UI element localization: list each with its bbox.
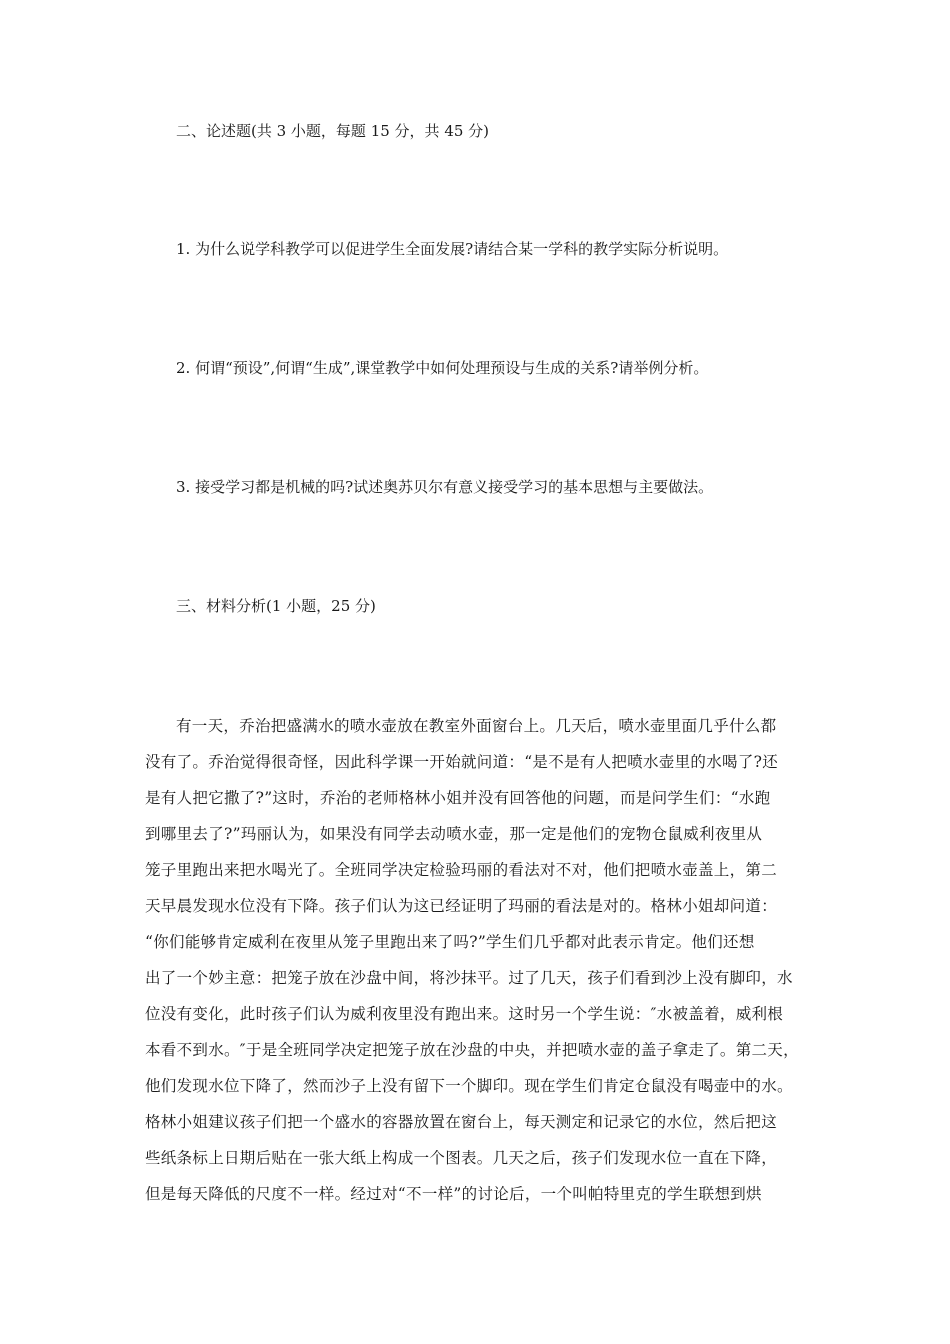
paragraph-line: “你们能够肯定威利在夜里从笼子里跑出来了吗?”学生们几乎都对此表示肯定。他们还想 [145, 933, 755, 951]
section-3-heading: 三、材料分析(1 小题，25 分) [176, 597, 376, 615]
question-3: 3. 接受学习都是机械的吗?试述奥苏贝尔有意义接受学习的基本思想与主要做法。 [176, 478, 714, 496]
paragraph-line: 是有人把它撒了?”这时，乔治的老师格林小姐并没有回答他的问题，而是问学生们：“水跑 [145, 789, 771, 807]
question-2: 2. 何谓“预设”,何谓“生成”,课堂教学中如何处理预设与生成的关系?请举例分析。 [176, 359, 709, 377]
paragraph-line: 本看不到水。″于是全班同学决定把笼子放在沙盘的中央，并把喷水壶的盖子拿走了。第二天， [145, 1041, 799, 1059]
paragraph-line: 到哪里去了?”玛丽认为，如果没有同学去动喷水壶，那一定是他们的宠物仓鼠威利夜里从 [145, 825, 763, 843]
material-paragraph [145, 708, 827, 1212]
paragraph-line: 但是每天降低的尺度不一样。经过对“不一样”的讨论后，一个叫帕特里克的学生联想到烘 [145, 1185, 762, 1203]
paragraph-line: 位没有变化，此时孩子们认为威利夜里没有跑出来。这时另一个学生说：″水被盖着，威利根 [145, 1005, 784, 1023]
paragraph-line: 笼子里跑出来把水喝光了。全班同学决定检验玛丽的看法对不对，他们把喷水壶盖上，第二 [145, 861, 778, 879]
paragraph-line: 没有了。乔治觉得很奇怪，因此科学课一开始就问道：“是不是有人把喷水壶里的水喝了?还 [145, 753, 779, 771]
paragraph-line: 他们发现水位下降了，然而沙子上没有留下一个脚印。现在学生们肯定仓鼠没有喝壶中的水。 [145, 1077, 793, 1095]
paragraph-line: 格林小姐建议孩子们把一个盛水的容器放置在窗台上，每天测定和记录它的水位，然后把这 [145, 1113, 778, 1131]
paragraph-line: 天早晨发现水位没有下降。孩子们认为这已经证明了玛丽的看法是对的。格林小姐却问道： [145, 897, 778, 915]
section-2-heading: 二、论述题(共 3 小题，每题 15 分，共 45 分) [176, 122, 490, 140]
question-1: 1. 为什么说学科教学可以促进学生全面发展?请结合某一学科的教学实际分析说明。 [176, 240, 729, 258]
paragraph-line: 有一天，乔治把盛满水的喷水壶放在教室外面窗台上。几天后，喷水壶里面几乎什么都 [176, 717, 777, 735]
paragraph-line: 些纸条标上日期后贴在一张大纸上构成一个图表。几天之后，孩子们发现水位一直在下降， [145, 1149, 778, 1167]
paragraph-line: 出了一个妙主意：把笼子放在沙盘中间，将沙抹平。过了几天，孩子们看到沙上没有脚印，水 [145, 969, 793, 987]
